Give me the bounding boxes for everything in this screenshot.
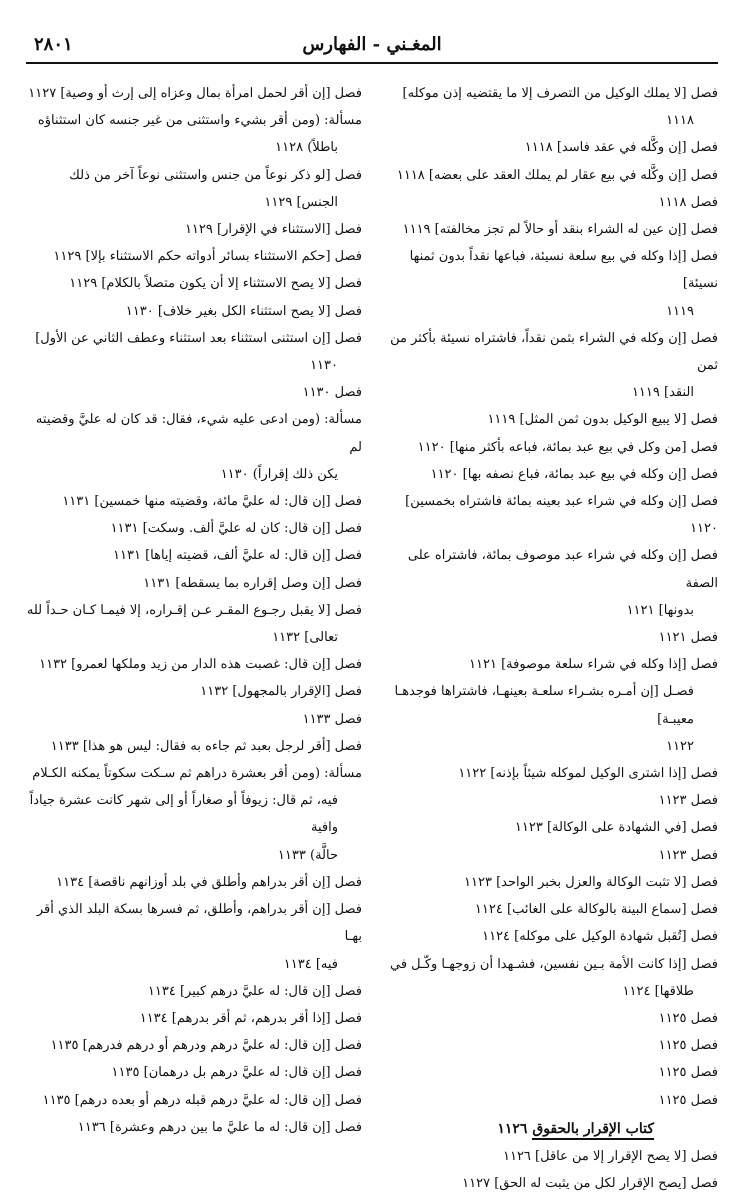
index-entry: فصل ١١٣٠ <box>302 385 362 401</box>
index-entry: فصل [سماع البينة بالوكالة على الغائب] ١١٢٤ <box>474 902 718 918</box>
index-entry: ١١١٨ <box>666 113 694 129</box>
index-entry: فصل [إن قال: كان له عليَّ ألف. وسكت] ١١٣١ <box>110 521 362 537</box>
index-entry: فصل [أقر لرجل بعبد ثم جاءه به فقال: ليس هو هذا] ١١٣٣ <box>50 738 362 754</box>
index-entry: الجنس] ١١٢٩ <box>264 194 338 210</box>
index-entry: فصل [تُقبل شهادة الوكيل على موكله] ١١٢٤ <box>482 929 718 945</box>
index-entry: فصل [الإقرار بالمجهول] ١١٣٢ <box>200 684 362 700</box>
index-entry: فصل [إن قال: له عليَّ درهم ودرهم أو درهم فدرهم] ١١٣٥ <box>50 1038 362 1054</box>
index-entry: فصل [إن وكله في شراء عبد موصوف بمائة، فاشتراه على الصفة <box>407 548 718 591</box>
section-heading <box>382 1116 718 1143</box>
section-heading-title: كتاب الإقرار بالحقوق <box>532 1121 654 1140</box>
index-entry: مسألة: (ومن أقر بشيء واستثنى من غير جنسه كان استثناؤه <box>37 113 362 129</box>
index-entry: فيه، ثم قال: زيوفاً أو صغاراً أو إلى شهر كانت عشرة جياداً وافية <box>29 793 338 836</box>
right-column <box>382 80 718 1197</box>
index-entry: فصل [إذا كانت الأمة بـين نفسين، فشـهدا أن زوجهـا وكّـل في <box>389 956 718 972</box>
index-entry: فصل [إذا أقر بدرهم، ثم أقر بدرهم] ١١٣٤ <box>139 1010 362 1026</box>
index-entry: فصل [إن قال: له عليَّ مائة، وقضيته منها خمسين] ١١٣١ <box>62 494 362 510</box>
index-entry: فصل [يصح الإقرار لكل من يثبت له الحق] ١١٢٧ <box>462 1176 718 1192</box>
index-entry: حالَّة) ١١٣٣ <box>277 847 338 863</box>
index-entry: فصل [إن وصل إقراره بما يسقطه] ١١٣١ <box>143 575 362 591</box>
index-entry: فصل [لا تثبت الوكالة والعزل بخبر الواحد] ١١٢٣ <box>464 874 718 890</box>
index-entry: فصل [إن وكله في شراء عبد بعينه بمائة فاشتراه بخمسين] ١١٢٠ <box>405 494 718 537</box>
index-entry: فصل [لا يبيع الوكيل بدون ثمن المثل] ١١١٩ <box>487 412 718 428</box>
index-entry: فصل [إن عين له الشراء بنقد أو حالاً لم تجز مخالفته] ١١١٩ <box>402 222 718 238</box>
index-entry: ١١٣٠ <box>310 358 338 374</box>
index-entry: فصل [لا يصح الاستثناء إلا أن يكون متصلاً بالكلام] ١١٢٩ <box>69 276 362 292</box>
page-header <box>26 30 718 64</box>
index-entry: مسألة: (ومن ادعى عليه شيء، فقال: قد كان له عليَّ وقضيته لم <box>35 412 362 455</box>
index-entry: فصل [إن وكَّله في عقد فاسد] ١١١٨ <box>524 140 718 156</box>
index-entry: فصل [إن أقر بدراهم، وأطلق، ثم فسرها بسكة البلد الذي أقر بهـا <box>36 902 362 945</box>
right-column-entries <box>382 80 718 1114</box>
index-entry: فصل [إن قال: له عليَّ ألف، قضيته إياها] ١١٣١ <box>113 548 362 564</box>
index-entry: فصل ١١٢٥ <box>658 1092 718 1108</box>
index-entry: فصل ١١٣٣ <box>302 711 362 727</box>
index-entry: فصل [إن قال: له عليَّ درهم بل درهمان] ١١٣٥ <box>111 1065 362 1081</box>
index-entry: باطلاً) ١١٢٨ <box>275 140 338 156</box>
index-entry: فصل ١١٢٥ <box>658 1010 718 1026</box>
left-column <box>26 80 362 1141</box>
index-entry: فصل ١١٢٣ <box>658 847 718 863</box>
index-entry: فصل ١١٢٣ <box>658 793 718 809</box>
index-entry: فصل [إن أقر لحمل امرأة بمال وعزاه إلى إرث أو وصية] ١١٢٧ <box>28 86 362 101</box>
index-entry: فصل [إن وكَّله في بيع عقار لم يملك العقد على بعضه] ١١١٨ <box>396 167 718 183</box>
section-heading-page: ١١٢٦ <box>497 1120 528 1137</box>
index-entry: فصل [إذا اشترى الوكيل لموكله شيئاً بإذنه] ١١٢٢ <box>458 766 718 782</box>
index-entry: يكن ذلك إقراراً) ١١٣٠ <box>220 466 338 482</box>
index-entry: فصل [إن استثنى استثناء بعد استثناء وعطف الثاني عن الأول] <box>35 330 362 346</box>
index-entry: فصل [من وكل في بيع عبد بمائة، فباعه بأكثر منها] ١١٢٠ <box>417 439 718 455</box>
index-entry: فصل [لا يقبل رجـوع المقـر عـن إقـراره، إلا فيمـا كـان حـداً لله <box>26 602 362 618</box>
index-entry: فصل [إن قال: له عليَّ درهم قبله درهم أو بعده درهم] ١١٣٥ <box>42 1092 362 1108</box>
running-title: المغـني - الفهارس <box>302 34 442 55</box>
index-entry: ١١٢٢ <box>666 738 694 754</box>
index-entry: فصل ١١٢٥ <box>658 1038 718 1054</box>
index-entry: فصل [إذا وكله في شراء سلعة موصوفة] ١١٢١ <box>469 657 718 673</box>
index-entry: فصل [إن قال: له عليَّ درهم كبير] ١١٣٤ <box>147 983 362 999</box>
index-entry: بدونها] ١١٢١ <box>626 602 694 618</box>
index-entry: فصل [الاستثناء في الإقرار] ١١٢٩ <box>184 222 362 238</box>
index-entry: فصل [في الشهادة على الوكالة] ١١٢٣ <box>514 820 718 836</box>
index-entry: فصل [حكم الاستثناء بسائر أدواته حكم الاستثناء بإلا] ١١٢٩ <box>53 249 362 265</box>
index-entry: النقد] ١١١٩ <box>631 385 694 401</box>
index-entry: فصل [لو ذكر نوعاً من جنس واستثنى نوعاً آخر من ذلك <box>69 167 362 183</box>
index-entry: فصل [إذا وكله في بيع سلعة نسيئة، فباعها نقداً بدون ثمنها نسيئة] <box>409 249 718 292</box>
index-entry: فصل [إن وكله في الشراء بثمن نقداً، فاشتراه نسيئة بأكثر من ثمن <box>390 330 718 374</box>
index-entry: ١١١٩ <box>666 303 694 319</box>
index-entry: فصل [لا يملك الوكيل من التصرف إلا ما يقتضيه إذن موكله] <box>402 86 718 101</box>
index-entry: فصل [لا يصح استثناء الكل بغير خلاف] ١١٣٠ <box>125 303 362 319</box>
index-entry: فصل [إن قال: له ما عليَّ ما بين درهم وعشرة] ١١٣٦ <box>77 1119 362 1135</box>
index-entry: فصـل [إن أمـره بشـراء سلعـة بعينهـا، فاشتراها فوجدهـا معيبـة] <box>394 684 694 727</box>
left-column-entries <box>26 80 362 1141</box>
index-entry: مسألة: (ومن أقر بعشرة دراهم ثم سـكت سكوتاً يمكنه الكـلام <box>32 766 362 782</box>
index-entry: فصل ١١٢١ <box>658 630 718 646</box>
index-entry: فصل ١١١٨ <box>658 194 718 210</box>
index-entry: طلاقها] ١١٢٤ <box>622 983 694 999</box>
index-entry: فصل ١١٢٥ <box>658 1065 718 1081</box>
index-entry: فصل [إن أقر بدراهم وأطلق في بلد أوزانهم ناقصة] ١١٣٤ <box>56 874 362 890</box>
index-entry: فصل [إن وكله في بيع عبد بمائة، فباع نصفه بها] ١١٢٠ <box>430 466 718 482</box>
page-number: ٢٨٠١ <box>34 34 73 55</box>
index-entry: فصل [إن قال: غصبت هذه الدار من زيد وملكها لعمرو] ١١٣٢ <box>39 657 362 673</box>
right-column-entries-bottom <box>382 1143 718 1197</box>
index-entry: فصل [لا يصح الإقرار إلا من عاقل] ١١٢٦ <box>502 1148 718 1164</box>
index-entry: تعالى] ١١٣٢ <box>272 630 338 646</box>
index-entry: فيه] ١١٣٤ <box>283 956 338 972</box>
